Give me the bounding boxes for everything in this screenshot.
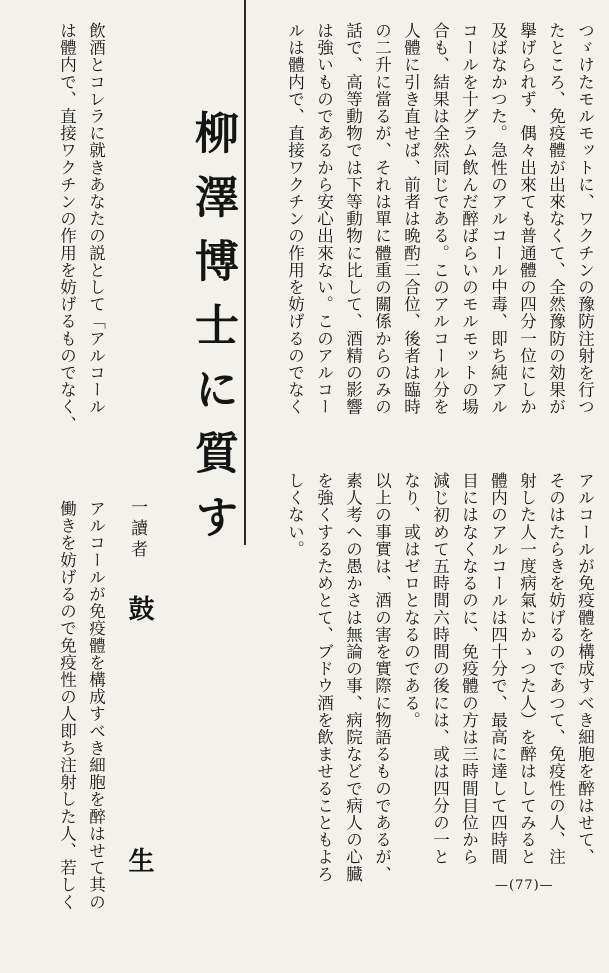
letter-column: アルコールが免疫體を構成すべき細胞を醉はせて其の bbox=[86, 500, 106, 911]
text-column: 射した人一度病氣にかゝつた人）を醉はしてみると bbox=[517, 472, 537, 866]
text-column: 目にはなくなるのに、免疫體の方は三時間目位から bbox=[459, 472, 479, 866]
text-column: 話で、高等動物では下等動物に比して、酒精の影響 bbox=[343, 22, 363, 416]
letter-column: は體内で、直接ワクチンの作用を妨げるものでなく、 bbox=[57, 22, 77, 433]
text-column: 減じ初めて五時間六時間の後には、或は四分の一と bbox=[430, 472, 450, 866]
text-column: 擧げられず、偶々出來ても普通體の四分一位にしか bbox=[517, 22, 537, 416]
text-column: 及ばなかつた。急性のアルコール中毒、即ち純アル bbox=[488, 22, 508, 416]
text-column: つゞけたモルモットに、ワクチンの豫防注射を行つ bbox=[575, 22, 595, 416]
text-column: たところ、免疫體が出來なくて、全然豫防の効果が bbox=[546, 22, 566, 416]
text-column: 體内のアルコールは四十分で、最高に達して四時間 bbox=[488, 472, 508, 866]
page-number: —(77)— bbox=[495, 878, 554, 893]
article-title: 柳澤博士に質す bbox=[187, 110, 238, 558]
text-column: 以上の事實は、酒の害を實際に物語るものであるが、 bbox=[372, 472, 392, 883]
text-column: 素人考への愚かさは無論の事、病院などで病人の心臓 bbox=[343, 472, 363, 883]
text-column: を強くするためとて、ブドウ酒を飲ませることもよろ bbox=[314, 472, 334, 883]
text-column: そのはたらきを妨げるのであつて、免疫性の人、注 bbox=[546, 472, 566, 866]
column-divider bbox=[244, 0, 246, 545]
byline: 一讀者 bbox=[127, 498, 147, 561]
letter-column: 働きを妨げるので免疫性の人即ち注射した人、若しく bbox=[57, 500, 77, 911]
text-column: ルは體内で、直接ワクチンの作用を妨げるのでなく bbox=[285, 22, 305, 416]
text-column: 合も、結果は全然同じである。このアルコール分を bbox=[430, 22, 450, 416]
text-column: しくない。 bbox=[285, 472, 305, 558]
text-column: アルコールが免疫體を構成すべき細胞を醉はせて、 bbox=[575, 472, 595, 866]
text-column: なり、或はゼロとなるのである。 bbox=[401, 472, 421, 729]
author-name: 鼓 生 bbox=[124, 595, 154, 973]
text-column: 人體に引き直せば、前者は晩酌二合位、後者は臨時 bbox=[401, 22, 421, 416]
text-column: コールを十グラム飲んだ醉ばらいのモルモットの場 bbox=[459, 22, 479, 416]
text-column: は強いものであるから安心出來ない。このアルコー bbox=[314, 22, 334, 416]
text-column: の二升に當るが、それは單に體重の關係からのみの bbox=[372, 22, 392, 416]
letter-column: 飲酒とコレラに就きあなたの説として「アルコール bbox=[86, 22, 106, 416]
